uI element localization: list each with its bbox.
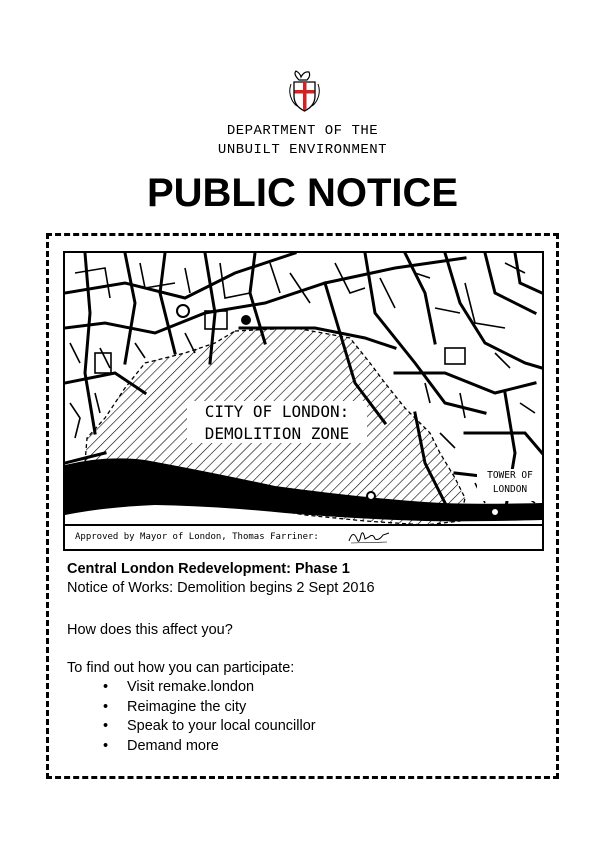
list-item: • Demand more	[103, 737, 316, 757]
list-item: • Reimagine the city	[103, 698, 316, 718]
approval-text: Approved by Mayor of London, Thomas Farriner:	[75, 532, 319, 542]
participation-list	[103, 678, 316, 756]
zone-label-line-2: DEMOLITION ZONE	[204, 424, 350, 443]
tower-of-london-label	[477, 469, 543, 501]
zone-label-line-1: CITY OF LONDON:	[204, 402, 350, 421]
participation-intro: To find out how you can participate:	[67, 660, 295, 676]
mayor-signature-icon	[347, 527, 391, 547]
tower-label-line-1: TOWER OF	[487, 470, 533, 481]
notice-question: How does this affect you?	[67, 622, 233, 638]
approval-strip	[65, 524, 542, 549]
page-title: PUBLIC NOTICE	[146, 171, 459, 215]
notice-subheading: Notice of Works: Demolition begins 2 Sept 2016	[67, 580, 375, 596]
department-name-line-1: DEPARTMENT OF THE	[226, 123, 379, 139]
demolition-zone-label	[187, 401, 367, 443]
demolition-map	[63, 251, 544, 551]
department-name-line-2: UNBUILT ENVIRONMENT	[217, 142, 388, 158]
list-item: • Speak to your local councillor	[103, 717, 316, 737]
list-item: • Visit remake.london	[103, 678, 316, 698]
tower-label-line-2: LONDON	[492, 484, 528, 495]
notice-heading: Central London Redevelopment: Phase 1	[67, 561, 350, 577]
city-crest-icon	[287, 70, 321, 112]
